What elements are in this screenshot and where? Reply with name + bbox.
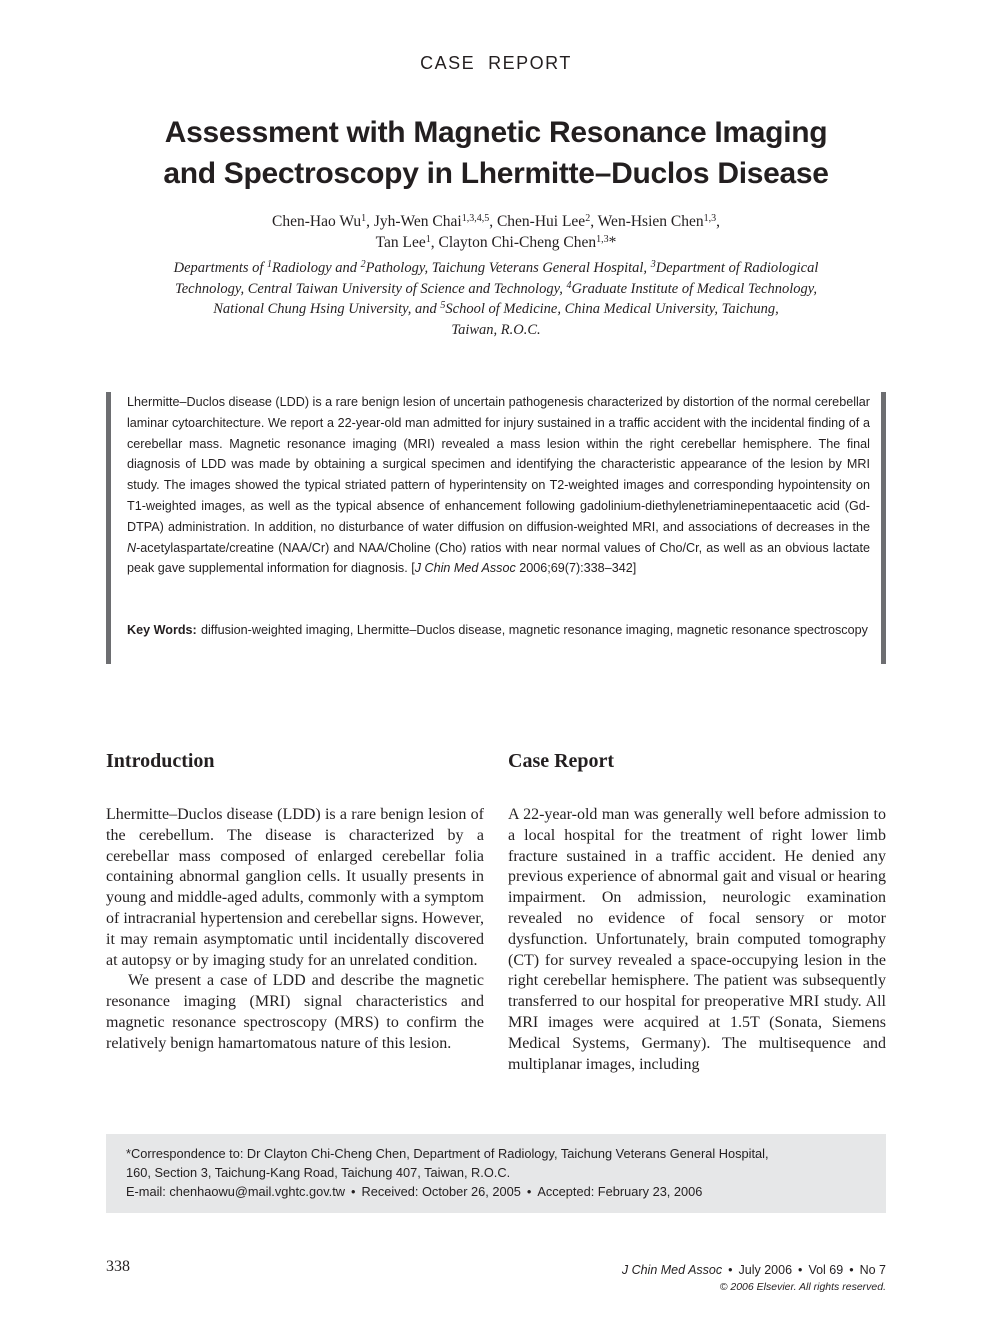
affiliation-mark: 1 bbox=[267, 259, 273, 270]
author-separator: , bbox=[430, 234, 439, 251]
title-line-2: and Spectroscopy in Lhermitte–Duclos Disease bbox=[163, 157, 829, 190]
author-affiliation-mark: 1,3 bbox=[596, 234, 609, 245]
affiliation-line-1 bbox=[120, 258, 872, 279]
received-date: Received: October 26, 2005 bbox=[361, 1184, 521, 1199]
author-affiliation-mark: 2 bbox=[585, 213, 591, 224]
affiliation-mark: 5 bbox=[440, 300, 446, 311]
page-number: 338 bbox=[106, 1258, 130, 1275]
affiliation-mark: 3 bbox=[650, 259, 656, 270]
journal-info bbox=[622, 1261, 886, 1294]
copyright: © 2006 Elsevier. All rights reserved. bbox=[719, 1281, 886, 1293]
keywords-list: diffusion-weighted imaging, Lhermitte–Duclos disease, magnetic resonance imaging, magnetic resonance spectroscopy bbox=[201, 623, 868, 637]
affiliation-text: Radiology and bbox=[272, 260, 361, 276]
accepted-date: Accepted: February 23, 2006 bbox=[537, 1184, 703, 1199]
issue-date: July 2006 bbox=[738, 1263, 793, 1277]
affiliation-text: Departments of bbox=[173, 260, 268, 276]
abstract-body: -acetylaspartate/creatine (NAA/Cr) and NAA/Choline (Cho) ratios with near normal values of Cho/Cr, as well as an obvious lactate peak gave supplemental information for diagnosis. [ bbox=[127, 540, 870, 576]
introduction-heading: Introduction bbox=[106, 750, 215, 772]
author-separator: , bbox=[366, 213, 374, 230]
introduction-paragraph: We present a case of LDD and describe the magnetic resonance imaging (MRI) signal characteristics and magnetic resonance spectroscopy (MRS) to confirm the relatively benign hamartomatous nature of this lesion. bbox=[106, 972, 484, 1052]
keywords-label: Key Words: bbox=[127, 623, 197, 637]
affiliation-text: National Chung Hsing University, and bbox=[213, 301, 441, 317]
bullet-separator: • bbox=[526, 1184, 532, 1199]
affiliation-text: Department of Radiological bbox=[655, 260, 819, 276]
title-line-1: Assessment with Magnetic Resonance Imaging bbox=[164, 116, 828, 149]
affiliation-line-3 bbox=[120, 299, 872, 320]
author-affiliation-mark: 1,3 bbox=[703, 213, 717, 224]
affiliation-text: Graduate Institute of Medical Technology, bbox=[571, 280, 817, 297]
correspondence-email: E-mail: chenhaowu@mail.vghtc.gov.tw bbox=[126, 1184, 346, 1199]
affiliations bbox=[120, 258, 872, 340]
author-name: Jyh-Wen Chai bbox=[373, 213, 462, 230]
affiliation-text: School of Medicine, China Medical University, Taichung, bbox=[445, 301, 779, 317]
case-report-paragraph: A 22-year-old man was generally well before admission to a local hospital for the treatment of right lower limb fracture sustained in a traffic accident. He denied any previous experience of abnormal gait and visual or hearing impairment. On admission, neurologic examination revealed no evidence of focal sensory or motor dysfunction. Unfortunately, brain computed tomography (CT) for survey revealed a space-occupying lesion in the right cerebellar hemisphere. The patient was subsequently transferred to our hospital for preoperative MRI study. All MRI images were acquired at 1.5T (Sonata, Siemens Medical Systems, Germany). The multisequence and multiplanar images, including bbox=[508, 806, 886, 1073]
author-separator: , bbox=[489, 213, 497, 230]
case-report-heading: Case Report bbox=[508, 750, 615, 772]
author-affiliation-mark: 1 bbox=[425, 234, 431, 245]
author-name: Chen-Hao Wu bbox=[272, 213, 362, 230]
issue-number: No 7 bbox=[859, 1263, 886, 1277]
corresponding-author-mark: * bbox=[608, 234, 617, 251]
author-line-2 bbox=[110, 232, 882, 253]
author-affiliation-mark: 1 bbox=[361, 213, 367, 224]
correspondence-box bbox=[106, 1134, 886, 1213]
abstract-body: Lhermitte–Duclos disease (LDD) is a rare benign lesion of uncertain pathogenesis characterized by distortion of the normal cerebellar laminar cytoarchitecture. We report a 22-year-old man admitted for injury sustained in a traffic accident with the incidental finding of a cerebellar mass. Magnetic resonance imaging (MRI) revealed a mass lesion within the right cerebellar hemisphere. The final diagnosis of LDD was made by obtaining a surgical specimen and identifying the characteristic appearance of the lesion by MRI study. The images showed the typical striated pattern of hyperintensity on T2-weighted images and corresponding hypointensity on T1-weighted images, as well as the typical absence of enhancement following gadolinium-diethylenetriaminepentaacetic acid (Gd-DTPA) administration. In addition, no disturbance of water diffusion on diffusion-weighted MRI, and associations of decreases in the bbox=[127, 395, 870, 534]
introduction-paragraph: Lhermitte–Duclos disease (LDD) is a rare benign lesion of the cerebellum. The disease is characterized by a cerebellar mass composed of enlarged cerebellar folia containing abnormal ganglion cells. It usually presents in young and middle-aged adults, commonly with a symptom of intracranial hypertension and cerebellar signs. However, it may remain asymptomatic until incidentally discovered at autopsy or by imaging study for an unrelated condition. bbox=[106, 806, 484, 969]
author-line-1 bbox=[110, 211, 882, 232]
bullet-separator: • bbox=[798, 1263, 803, 1277]
author-name: Clayton Chi-Cheng Chen bbox=[438, 234, 597, 251]
correspondence-line-3 bbox=[126, 1182, 866, 1201]
affiliation-mark: 2 bbox=[360, 259, 366, 270]
correspondence-line-1: *Correspondence to: Dr Clayton Chi-Cheng Chen, Department of Radiology, Taichung Veterans General Hospital, bbox=[126, 1146, 769, 1161]
affiliation-text: Pathology, Taichung Veterans General Hospital, bbox=[365, 260, 651, 276]
author-name: Chen-Hui Lee bbox=[496, 213, 586, 230]
introduction-section bbox=[106, 745, 484, 1055]
bullet-separator: • bbox=[849, 1263, 854, 1277]
section-label: CASE REPORT bbox=[420, 53, 572, 73]
author-name: Tan Lee bbox=[375, 234, 426, 251]
author-list bbox=[110, 211, 882, 253]
affiliation-mark: 4 bbox=[566, 279, 572, 291]
author-separator: , bbox=[590, 213, 598, 230]
volume: Vol 69 bbox=[808, 1263, 844, 1277]
article-title bbox=[110, 112, 882, 194]
abstract-citation: 2006;69(7):338–342] bbox=[515, 561, 637, 576]
case-report-section bbox=[508, 745, 886, 1075]
bullet-separator: • bbox=[351, 1184, 356, 1199]
bullet-separator: • bbox=[728, 1263, 733, 1277]
keywords bbox=[127, 620, 870, 641]
correspondence-line-2: 160, Section 3, Taichung-Kang Road, Taichung 407, Taiwan, R.O.C. bbox=[126, 1165, 511, 1180]
author-name: Wen-Hsien Chen bbox=[597, 213, 704, 230]
affiliation-line-4: Taiwan, R.O.C. bbox=[451, 321, 541, 338]
affiliation-line-2 bbox=[120, 279, 872, 300]
journal-name: J Chin Med Assoc bbox=[621, 1263, 723, 1277]
abstract-italic-term: N bbox=[127, 540, 137, 555]
affiliation-text: Technology, Central Taiwan University of Science and Technology, bbox=[174, 280, 567, 297]
abstract-box bbox=[106, 392, 886, 664]
abstract-text bbox=[127, 392, 870, 579]
author-affiliation-mark: 1,3,4,5 bbox=[461, 213, 490, 224]
abstract-citation-journal: J Chin Med Assoc bbox=[414, 561, 516, 576]
author-separator: , bbox=[716, 213, 720, 230]
